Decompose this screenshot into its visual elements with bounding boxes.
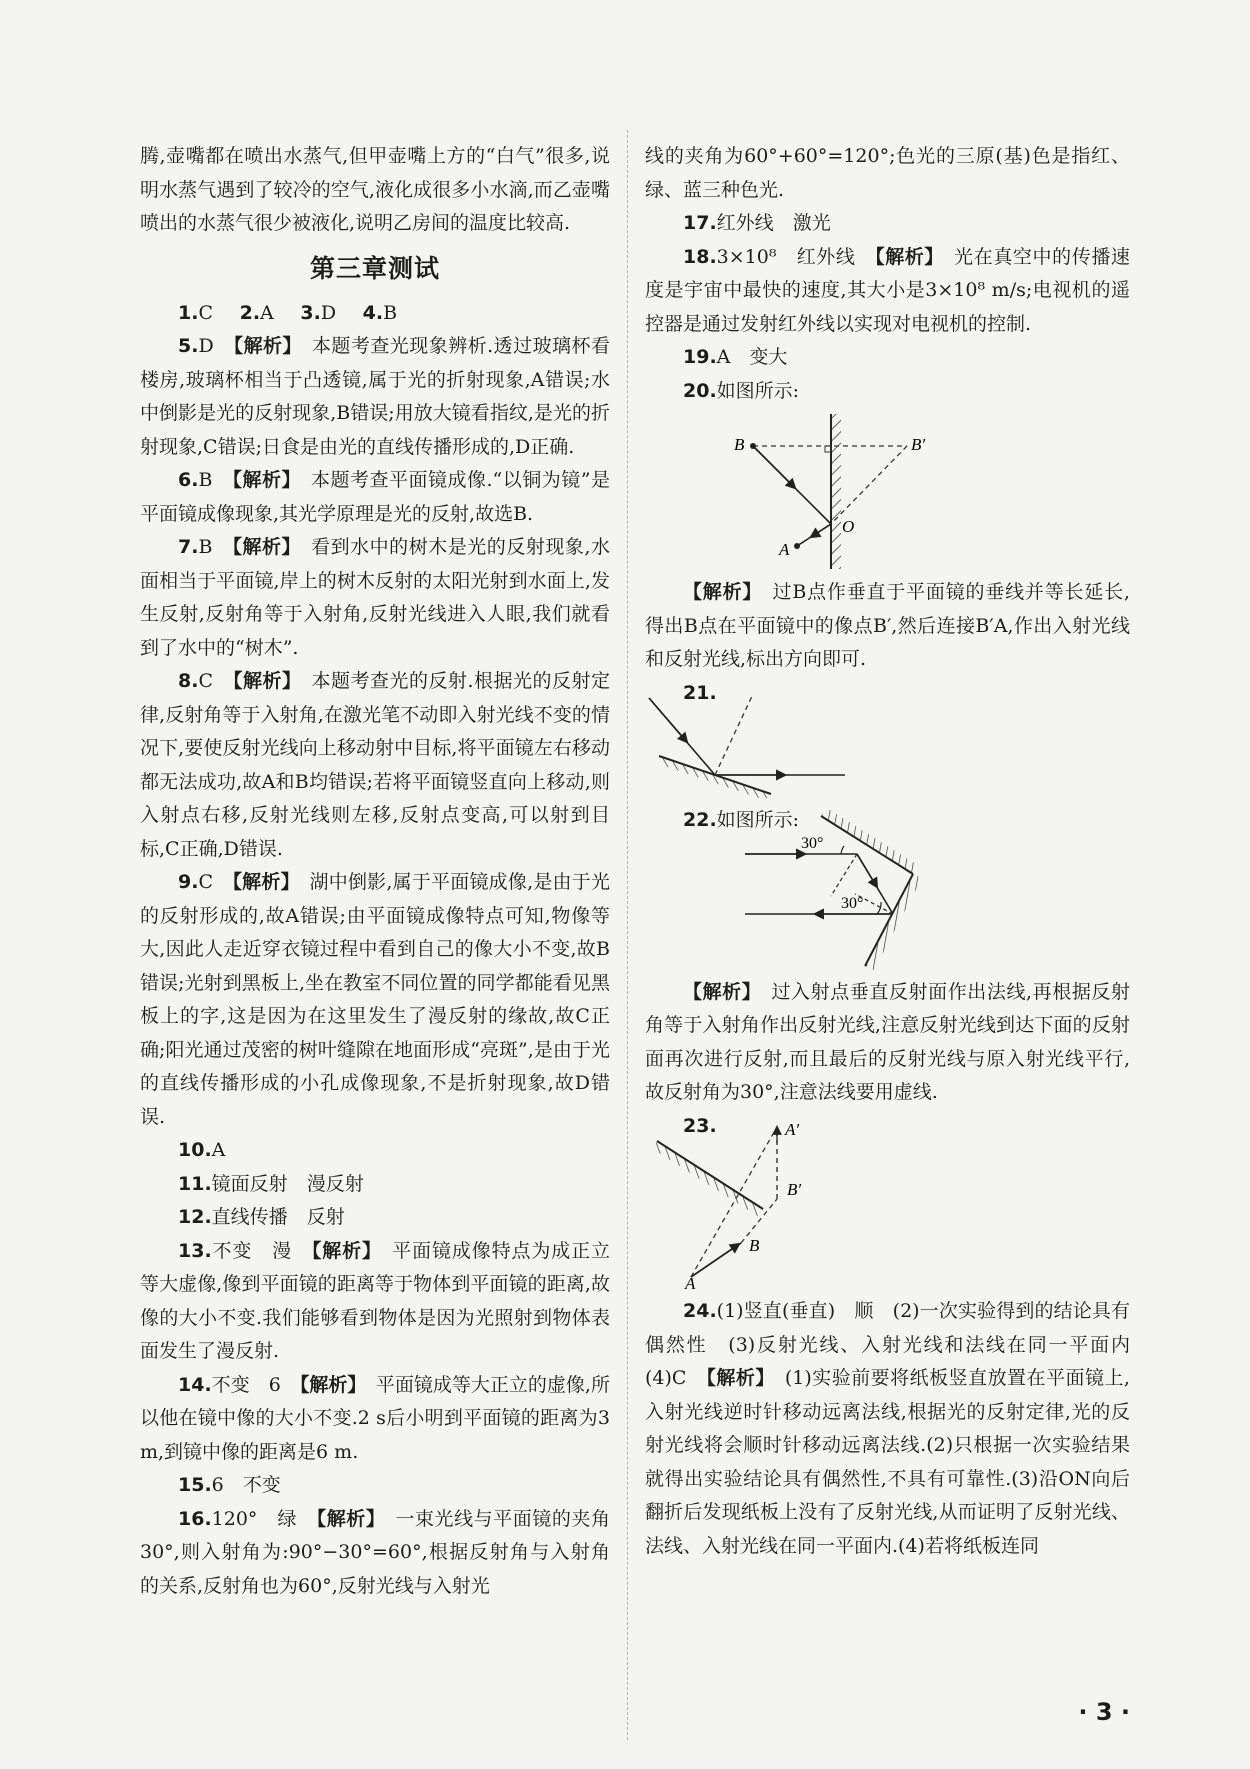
label-b-prime: B′: [911, 435, 926, 454]
point-a: [794, 543, 800, 549]
answer-12: 12.直线传播 反射: [178, 1206, 345, 1228]
angle-label-1: 30°: [801, 834, 824, 852]
answer-23-number: 23.: [683, 1114, 717, 1137]
answer-21-number: 21.: [683, 681, 717, 704]
answer-19: 19.A 变大: [683, 346, 788, 368]
answer-14: 14.不变 6 【解析】 平面镜成等大正立的虚像,所以他在镜中像的大小不变.2 s后小明到平面镜的距离为3 m,到镜中像的距离是6 m.: [140, 1373, 610, 1463]
answer-22-number: 22.: [683, 809, 717, 831]
upper-mirror-hatching: [821, 810, 919, 874]
answer-20-explanation: 【解析】 过B点作垂直于平面镜的垂线并等长延长,得出B点在平面镜中的像点B′,然后连接B′A,作出入射光线和反射光线,标出方向即可.: [645, 581, 1130, 670]
page-number: · 3 ·: [1078, 1698, 1130, 1726]
answer-22-explanation: 【解析】 过入射点垂直反射面作出法线,再根据反射角等于入射角作出反射光线,注意反射光线到达下面的反射面再次进行反射,而且最后的反射光线与原入射光线平行,故反射角为30°,注意法线要用虚线.: [645, 980, 1130, 1103]
answer-13: 13.不变 漫 【解析】 平面镜成像特点为成正立等大虚像,像到平面镜的距离等于物体到平面镜的距离,故像的大小不变.我们能够看到物体是因为光照射到物体表面发生了漫反射.: [140, 1239, 610, 1362]
answer-22-text: 如图所示:: [716, 809, 800, 831]
first-reflected-ray-arrow: [857, 854, 877, 887]
label-a-prime: A′: [785, 1120, 800, 1139]
answer-10: 10.A: [178, 1139, 226, 1161]
answer-5: 5.D 【解析】 本题考查光现象辨析.透过玻璃杯看楼房,玻璃杯相当于凸透镜,属于光的折射现象,A错误;水中倒影是光的反射现象,B错误;用放大镜看指纹,是光的折射现象,C错误;日食是由光的直线传播形成的,D正确.: [140, 335, 610, 458]
label-b: B: [749, 1236, 760, 1255]
point-b: [750, 443, 756, 449]
answer-24: 24.(1)竖直(垂直) 顺 (2)一次实验得到的结论具有偶然性 (3)反射光线、入射光线和法线在同一平面内 (4)C 【解析】 (1)实验前要将纸板竖直放置在平面镜上,入射光线逆时针移动远离法线,根据光的反射定律,光的反射光线将会顺时针移动远离法线.(2)只根据一次实验结果就得出实验结论具有偶然性,不具有可靠性.(3)沿ON向后翻折后发现纸板上没有了反射光线,从而证明了反射光线、法线、入射光线在同一平面内.(4)若将纸板连同: [645, 1300, 1150, 1557]
answer-6: 6.B 【解析】 本题考查平面镜成像.“以铜为镜”是平面镜成像现象,其光学原理是光的反射,故选B.: [140, 469, 610, 525]
answer-17: 17.红外线 激光: [683, 212, 831, 234]
answer-8: 8.C 【解析】 本题考查光的反射.根据光的反射定律,反射角等于入射角,在激光笔不动即入射光线不变的情况下,要使反射光线向上移动射中目标,将平面镜左右移动都无法成功,故A和B均错误;若将平面镜竖直向上移动,则入射点右移,反射光线则左移,反射点变高,可以射到目标,C正确,D错误.: [140, 670, 610, 860]
figure-21-reflection-diagram: [645, 686, 1130, 798]
incident-ray-arrow: [753, 446, 795, 488]
lower-mirror-hatching: [865, 874, 922, 970]
answer-18: 18.3×10⁸ 红外线 【解析】 光在真空中的传播速度是宇宙中最快的速度,其大小是3×10⁸ m/s;电视机的遥控器是通过发射红外线以实现对电视机的控制.: [645, 245, 1130, 335]
answer-15: 15.6 不变: [178, 1474, 281, 1496]
object-ab-arrow: [691, 1244, 739, 1277]
label-o: O: [842, 517, 855, 536]
label-a: A: [685, 1274, 696, 1289]
angle-arc-1: [841, 846, 844, 854]
label-b-prime: B′: [787, 1180, 802, 1199]
angle-arc-2: [877, 902, 881, 914]
figure-20-mirror-diagram: [645, 412, 1130, 570]
normal-line: [715, 694, 753, 775]
column-divider: [627, 130, 628, 1740]
angle-label-2: 30°: [841, 894, 864, 912]
answer-7: 7.B 【解析】 看到水中的树木是光的反射现象,水面相当于平面镜,岸上的树木反射的太阳光射到水面上,发生反射,反射角等于入射角,反射光线进入人眼,我们就看到了水中的“树木”.: [140, 536, 610, 659]
reflected-ray-arrow: [811, 524, 831, 537]
label-b: B: [734, 435, 745, 454]
answer-20: 20.如图所示:: [683, 379, 800, 402]
virtual-ray-line: [831, 446, 907, 524]
answers-1-4: 1.C 2.A 3.D 4.B: [178, 301, 398, 324]
figure-23-mirror-image-diagram: [645, 1113, 1130, 1289]
chapter-heading: 第三章测试: [309, 253, 440, 283]
answer-9: 9.C 【解析】 湖中倒影,属于平面镜成像,是由于光的反射形成的,故A错误;由平面镜成像特点可知,物像等大,因此人走近穿衣镜过程中看到自己的像大小不变,故B错误;光射到黑板上,坐在教室不同位置的同学都能看见黑板上的字,这是因为在这里发生了漫反射的缘故,故C正确;阳光通过茂密的树叶缝隙在地面形成“亮斑”,是由于光的直线传播形成的小孔成像现象,不是折射现象,故D错误.: [140, 871, 610, 1128]
connector-a: [691, 1127, 777, 1277]
answer-16: 16.120° 绿 【解析】 一束光线与平面镜的夹角30°,则入射角为:90°−30°=60°,根据反射角与入射角的关系,反射角也为60°,反射光线与入射光: [140, 1507, 610, 1597]
right-column: [645, 140, 1150, 1563]
mirror-hatching: [831, 414, 841, 569]
left-column: [140, 140, 610, 1603]
normal-line-1: [831, 854, 857, 896]
answer-11: 11.镜面反射 漫反射: [178, 1172, 364, 1195]
mirror-surface: [657, 1141, 763, 1209]
intro-paragraph: 腾,壶嘴都在喷出水蒸气,但甲壶嘴上方的“白气”很多,说明水蒸气遇到了较冷的空气,液化成很多小水滴,而乙壶嘴喷出的水蒸气很少被液化,说明乙房间的温度比较高.: [140, 145, 610, 234]
answer-16-continued: 线的夹角为60°+60°=120°;色光的三原(基)色是指红、绿、蓝三种色光.: [645, 145, 1130, 201]
label-a: A: [779, 540, 790, 559]
